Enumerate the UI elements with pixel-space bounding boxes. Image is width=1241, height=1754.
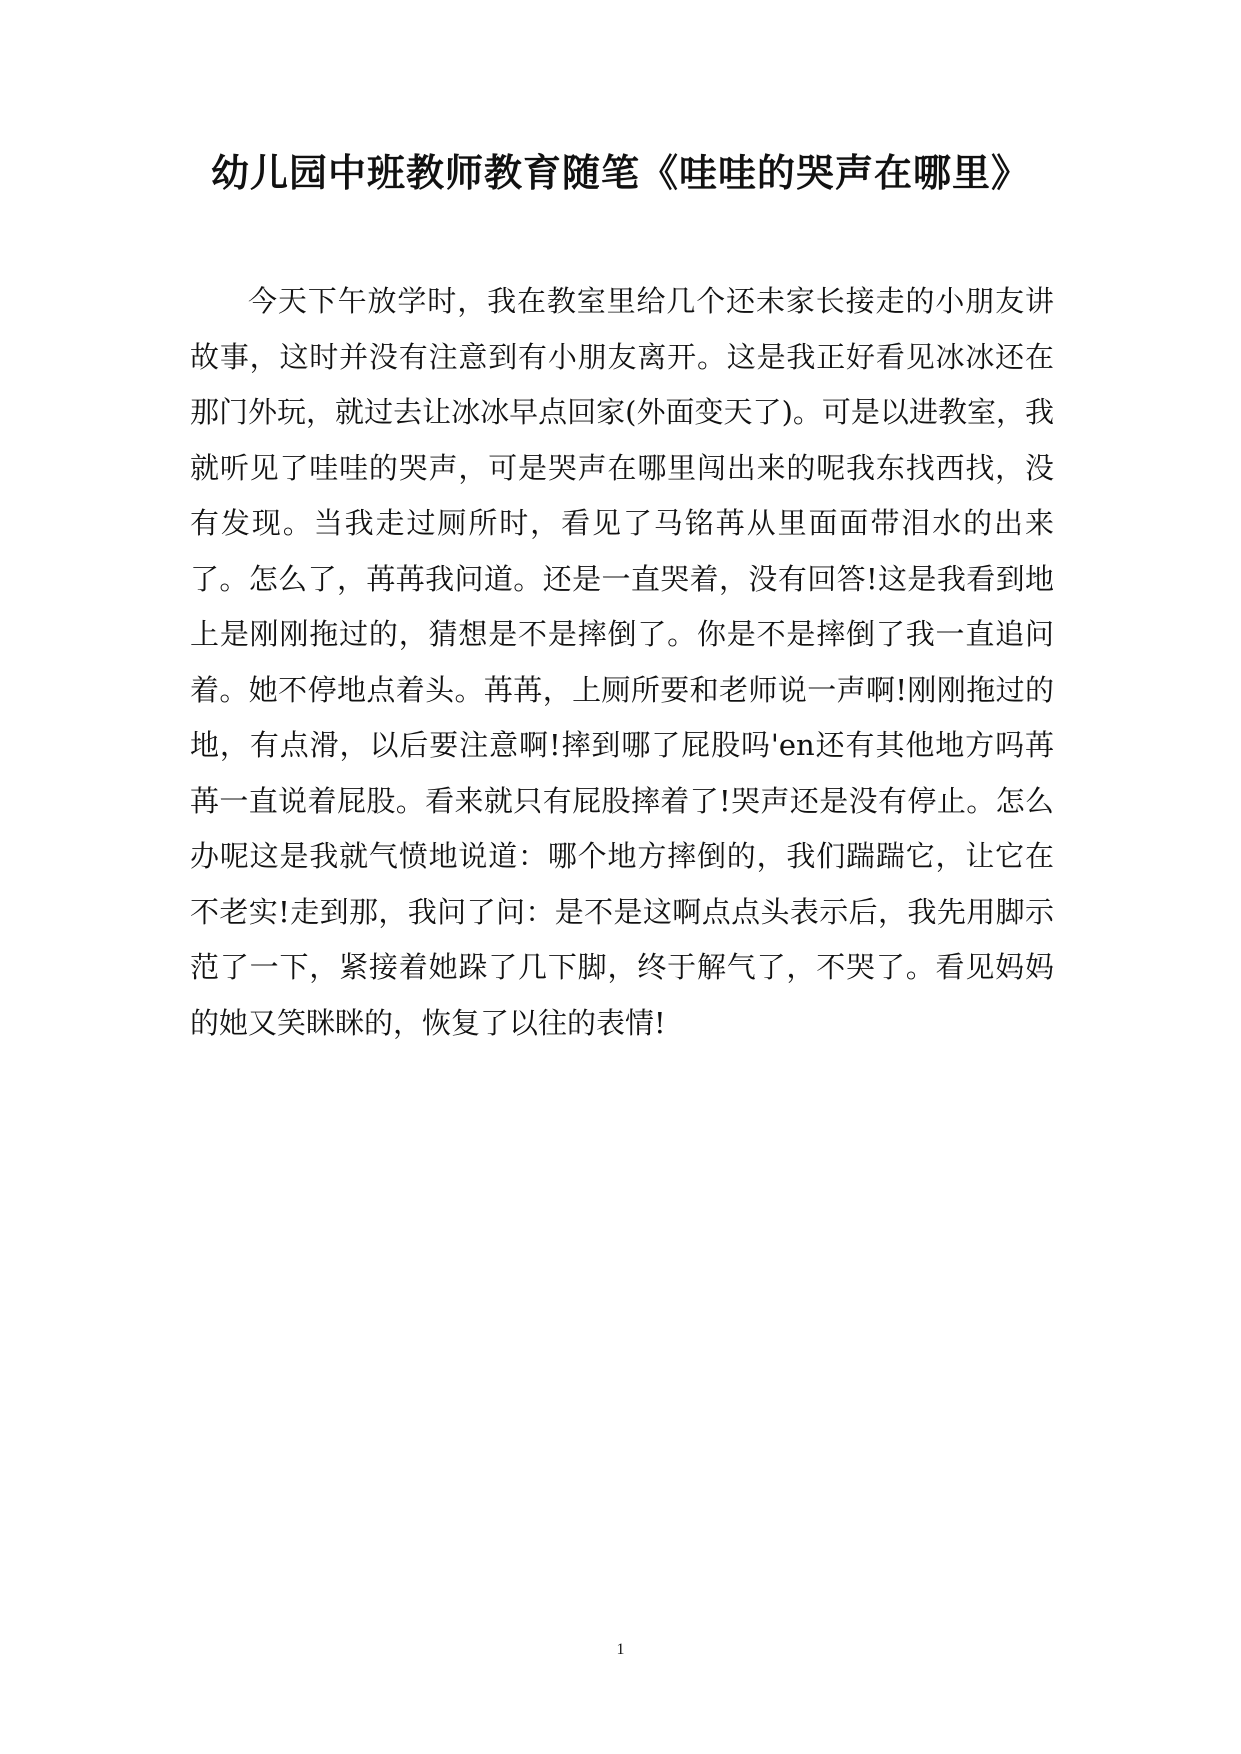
document-title: 幼儿园中班教师教育随笔《哇哇的哭声在哪里》 [210, 151, 1030, 195]
body-paragraph: 今天下午放学时，我在教室里给几个还未家长接走的小朋友讲故事，这时并没有注意到有小朋友离开。这是我正好看见冰冰还在那门外玩，就过去让冰冰早点回家(外面变天了)。可是以进教室，我就听见了哇哇的哭声，可是哭声在哪里闯出来的呢我东找西找，没有发现。当我走过厕所时，看见了马铭苒从里面面带泪水的出来了。怎么了，苒苒我问道。还是一直哭着，没有回答!这是我看到地上是刚刚拖过的，猜想是不是摔倒了。你是不是摔倒了我一直追问着。她不停地点着头。苒苒，上厕所要和老师说一声啊!刚刚拖过的地，有点滑，以后要注意啊!摔到哪了屁股吗'en还有其他地方吗苒苒一直说着屁股。看来就只有屁股摔着了!哭声还是没有停止。怎么办呢这是我就气愤地说道：哪个地方摔倒的，我们踹踹它，让它在不老实!走到那，我问了问：是不是这啊点点头表示后，我先用脚示范了一下，紧接着她跺了几下脚，终于解气了，不哭了。看见妈妈的她又笑眯眯的，恢复了以往的表情! [190, 284, 1054, 1040]
page-number: 1 [616, 1641, 625, 1658]
